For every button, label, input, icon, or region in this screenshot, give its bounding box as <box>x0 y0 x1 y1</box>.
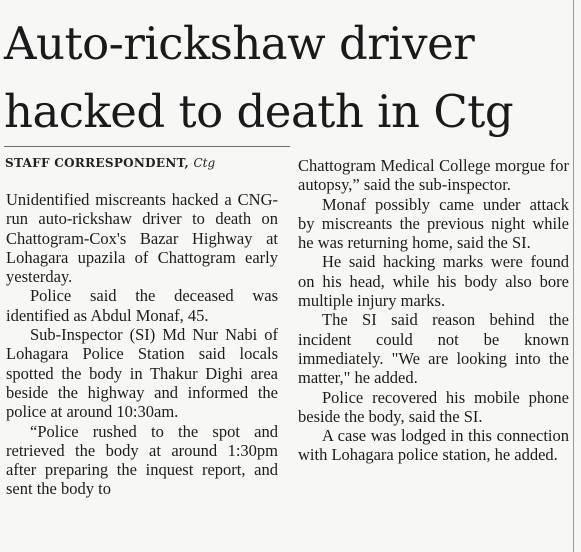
paragraph-6: He said hacking marks were found on his head, while his body also bore multiple injury marks. <box>298 252 569 311</box>
clipping-edge-line <box>573 0 574 552</box>
paragraph-8: Police recovered his mobile phone beside the body, said the SI. <box>298 387 569 426</box>
paragraph-5: Monaf possibly came under attack by miscreants the previous night while he was returning home, said the SI. <box>298 194 569 253</box>
paragraph-7: The SI said reason behind the incident could not be known immediately. "We are looking into the matter," he added. <box>298 310 569 388</box>
byline-author: STAFF CORRESPONDENT, <box>5 156 189 170</box>
byline-location: Ctg <box>193 156 216 170</box>
paragraph-3: Sub-Inspector (SI) Md Nur Nabi of Lohagara Police Station said locals spotted the body in Thakur Dighi area beside the highway and informed the police at around 10:30am. <box>6 325 278 422</box>
headline-line-1: Auto-rickshaw driver <box>4 17 475 70</box>
paragraph-4: “Police rushed to the spot and retrieved the body at around 1:30pm after preparing the inquest report, and sent the body to <box>6 421 278 499</box>
paragraph-1: Unidentified miscreants hacked a CNG-run auto-rickshaw driver to death on Chattogram-Cox's Bazar Highway at Lohagara upazila of Chattogram early yesterday. <box>6 190 278 287</box>
article-headline <box>4 10 570 146</box>
byline <box>5 156 215 170</box>
paragraph-2: Police said the deceased was identified as Abdul Monaf, 45. <box>6 286 278 325</box>
article-column-right <box>298 156 569 465</box>
headline-line-2: hacked to death in Ctg <box>4 85 514 138</box>
article-column-left <box>6 190 278 499</box>
byline-divider <box>4 146 290 147</box>
paragraph-4-continued: Chattogram Medical College morgue for autopsy,” said the sub-inspector. <box>298 156 569 195</box>
paragraph-9: A case was lodged in this connection with Lohagara police station, he added. <box>298 426 569 465</box>
